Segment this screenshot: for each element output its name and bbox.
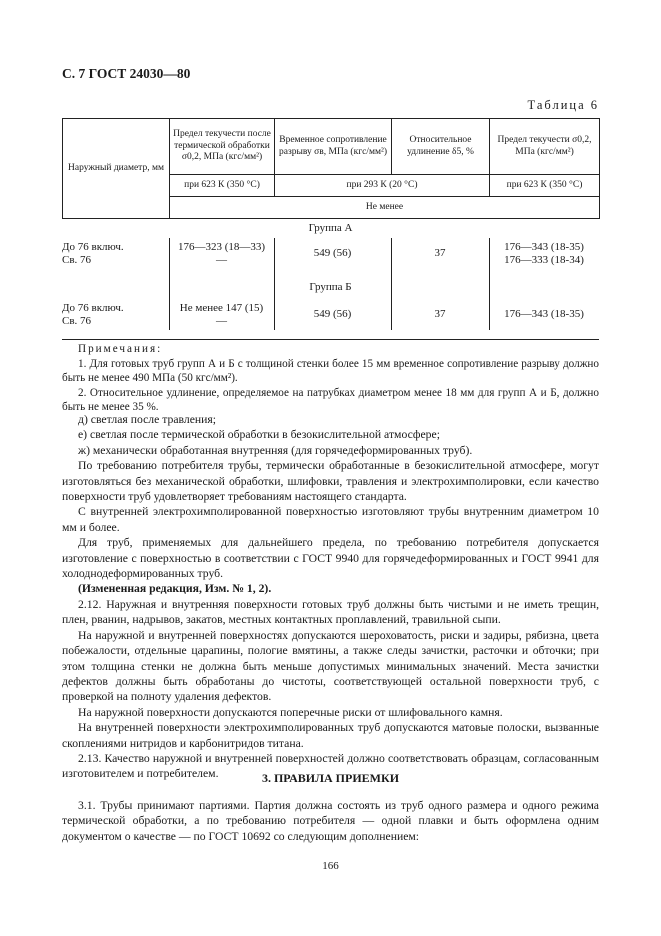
page-header: С. 7 ГОСТ 24030—80 [62,66,191,81]
table-caption: Таблица 6 [527,98,599,112]
page-number: 166 [322,860,339,872]
paragraph-8: На внутренней поверхности электрохимполированных труб допускаются матовые полоски, вызванные скоплениями нитридов и карбонитридов титана. [62,721,599,750]
row-b-diameter-2: Св. 76 [62,315,92,327]
paragraph-2-13: 2.13. Качество наружной и внутренней поверхностей должно соответствовать образцам, согласованным изготовителем и потребителем. [62,751,599,781]
header-tensile-strength: Временное сопротивление разрыву σв, МПа (кгс/мм²) [275,119,392,175]
note-1: 1. Для готовых труб групп А и Б с толщиной стенки более 15 мм временное сопротивление разрыву должно быть не менее 490 МПа (50 кгс/мм²). [62,357,599,385]
row-b-yield: 176—343 (18-35) [504,308,584,320]
row-a-elongation: 37 [434,247,446,259]
row-a-yield-1: 176—343 (18-35) [504,241,584,253]
paragraph-2-12: 2.12. Наружная и внутренняя поверхности готовых труб должны быть чистыми и не иметь трещин, плен, рванин, надрывов, закатов, местных контактных проплавлений, травильной сыпи. [62,597,599,627]
temp-623-b: при 623 К (350 °С) [490,175,600,197]
row-b-diameter-1: До 76 включ. [62,302,124,314]
notes-block [62,342,599,415]
header-yield: Предел текучести σ0,2, МПа (кгс/мм²) [490,119,600,175]
header-elongation: Относительное удлинение δ5, % [392,119,490,175]
not-less-label: Не менее [170,197,600,219]
paragraph-2: С внутренней электрохимполированной поверхностью изготовляют трубы внутренним диаметром 10 мм и более. [62,505,599,534]
row-b-yield-heat [169,302,274,328]
row-a-yield-heat-2: — [216,254,227,266]
temp-293: при 293 К (20 °С) [275,175,490,197]
amendment-note: (Измененная редакция, Изм. № 1, 2). [78,582,272,596]
item-d: д) светлая после травления; [78,413,217,426]
notes-title: Примечания: [78,343,163,355]
row-b-yield-heat-1: Не менее 147 (15) [179,302,264,314]
row-a-tensile: 549 (56) [313,247,352,259]
group-a-label: Группа А [308,222,353,234]
row-a-yield [489,241,599,267]
paragraph-6: На наружной и внутренней поверхностях допускаются шероховатость, риски и задиры, рябизна, цвета побежалости, отдельные царапины, пологие вмятины, а также следы зачистки, расточки и обточки; при этом толщина стенки не должна быть меньше допустимых минимальных значений. Места зачистки дефектов должны быть обработаны до чистоты, соответствующей остальной поверхности труб, с проверкой на полноту удаления дефектов. [62,628,599,704]
item-zh: ж) механически обработанная внутренняя (для горячедеформированных труб). [78,443,473,457]
item-e: е) светлая после термической обработки в безокислительной атмосфере; [78,428,440,442]
group-b-label: Группа Б [309,281,352,293]
body-block-1 [62,412,599,782]
paragraph-7: На наружной поверхности допускаются поперечные риски от шлифовального камня. [78,705,503,719]
row-a-yield-heat-1: 176—323 (18—33) [177,241,266,253]
table-6-header [62,118,600,219]
table-bottom-rule [62,339,599,340]
body-block-2 [62,798,599,844]
temp-623-a: при 623 К (350 °С) [170,175,275,197]
row-b-elongation: 37 [434,308,446,320]
paragraph-1: По требованию потребителя трубы, термически обработанные в безокислительной атмосфере, могут изготовляться без механической обработки, шлифовки, травления и электрохимполировки, если качество поверхности труб удовлетворяет требованиям настоящего стандарта. [62,459,599,504]
row-b-diameter [62,302,124,328]
paragraph-3-1: 3.1. Трубы принимают партиями. Партия должна состоять из труб одного размера и одного режима термической обработки, а по требованию потребителя — одной плавки и быть оформлена одним документом о качестве — по ГОСТ 10692 со следующим дополнением: [62,799,599,843]
note-2: 2. Относительное удлинение, определяемое на патрубках диаметром менее 18 мм для групп А и Б, должно быть не менее 35 %. [62,386,599,414]
section-heading: 3. ПРАВИЛА ПРИЕМКИ [261,771,400,785]
row-a-diameter [62,241,124,267]
row-a-yield-heat [169,241,274,267]
header-yield-after-heat: Предел текучести после термической обработки σ0,2, МПа (кгс/мм²) [170,119,275,175]
row-b-yield-heat-2: — [216,315,227,327]
paragraph-3: Для труб, применяемых для дальнейшего предела, по требованию потребителя допускается изготовление с поверхностью в соответствии с ГОСТ 9940 для горячедеформированных и ГОСТ 9941 для холоднодеформированных труб. [62,536,599,581]
row-b-tensile: 549 (56) [313,308,352,320]
row-a-diameter-1: До 76 включ. [62,241,124,253]
header-diameter: Наружный диаметр, мм [63,119,170,219]
row-a-diameter-2: Св. 76 [62,254,92,266]
row-a-yield-2: 176—333 (18-34) [504,254,584,266]
